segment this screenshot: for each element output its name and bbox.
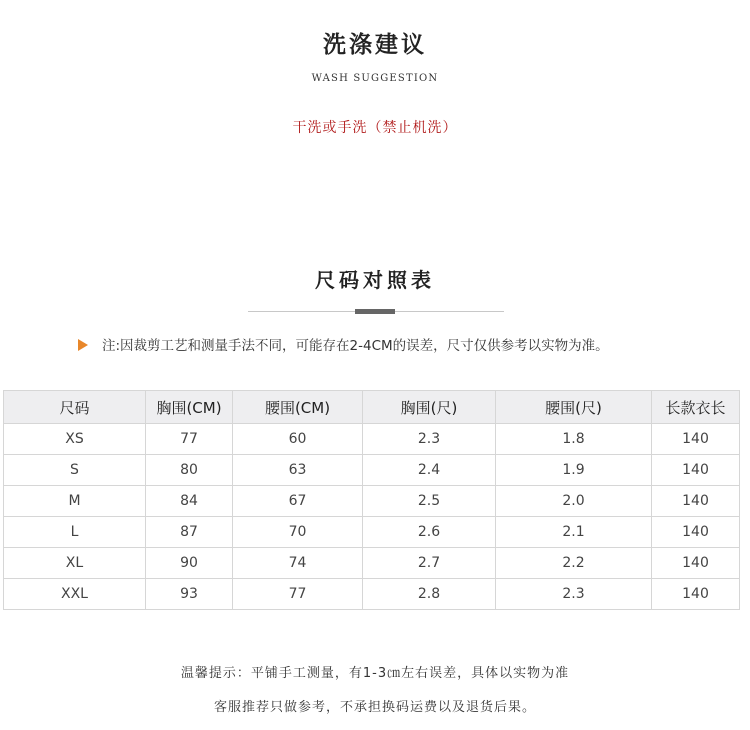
table-cell: 2.3 [496, 579, 652, 610]
table-row [4, 486, 740, 517]
table-cell: 140 [652, 455, 740, 486]
tip-service: 客服推荐只做参考，不承担换码运费以及退货后果。 [213, 700, 536, 715]
column-header: 长款衣长 [652, 391, 740, 424]
column-header: 尺码 [4, 391, 146, 424]
table-cell: 2.2 [496, 548, 652, 579]
column-header: 腰围(尺) [496, 391, 652, 424]
table-cell: 140 [652, 517, 740, 548]
table-cell: 87 [146, 517, 233, 548]
table-cell: 2.8 [363, 579, 496, 610]
table-cell: 70 [233, 517, 363, 548]
column-header: 胸围(尺) [363, 391, 496, 424]
table-cell: 2.1 [496, 517, 652, 548]
size-chart-title: 尺码对照表 [315, 268, 435, 292]
table-cell: 140 [652, 424, 740, 455]
tip-measurement: 温馨提示：平铺手工测量，有1-3㎝左右误差，具体以实物为准 [180, 666, 570, 681]
column-header: 腰围(CM) [233, 391, 363, 424]
table-cell: XXL [4, 579, 146, 610]
title-divider-accent [355, 309, 395, 314]
triangle-right-icon [78, 339, 88, 351]
table-row [4, 424, 740, 455]
size-note-text: 注:因裁剪工艺和测量手法不同，可能存在2-4CM的误差，尺寸仅供参考以实物为准。 [102, 338, 609, 354]
table-cell: 77 [233, 579, 363, 610]
table-cell: 2.5 [363, 486, 496, 517]
table-cell: 93 [146, 579, 233, 610]
table-cell: 63 [233, 455, 363, 486]
table-cell: 80 [146, 455, 233, 486]
table-cell: 60 [233, 424, 363, 455]
table-cell: 90 [146, 548, 233, 579]
wash-subtitle: WASH SUGGESTION [311, 73, 439, 84]
table-cell: M [4, 486, 146, 517]
table-cell: 74 [233, 548, 363, 579]
table-cell: 2.7 [363, 548, 496, 579]
table-cell: 140 [652, 548, 740, 579]
table-cell: 77 [146, 424, 233, 455]
table-cell: L [4, 517, 146, 548]
table-cell: 2.4 [363, 455, 496, 486]
size-note [78, 334, 609, 354]
table-row [4, 517, 740, 548]
table-row [4, 548, 740, 579]
table-cell: 2.6 [363, 517, 496, 548]
table-row [4, 455, 740, 486]
table-header-row [4, 391, 740, 424]
wash-title: 洗涤建议 [323, 32, 427, 58]
table-cell: 140 [652, 579, 740, 610]
table-cell: XS [4, 424, 146, 455]
table-cell: XL [4, 548, 146, 579]
table-cell: 2.3 [363, 424, 496, 455]
table-cell: S [4, 455, 146, 486]
table-cell: 140 [652, 486, 740, 517]
size-table [3, 390, 740, 610]
table-row [4, 579, 740, 610]
table-cell: 1.8 [496, 424, 652, 455]
table-cell: 2.0 [496, 486, 652, 517]
wash-instruction: 干洗或手洗（禁止机洗） [292, 120, 458, 136]
table-cell: 67 [233, 486, 363, 517]
table-cell: 84 [146, 486, 233, 517]
table-cell: 1.9 [496, 455, 652, 486]
column-header: 胸围(CM) [146, 391, 233, 424]
